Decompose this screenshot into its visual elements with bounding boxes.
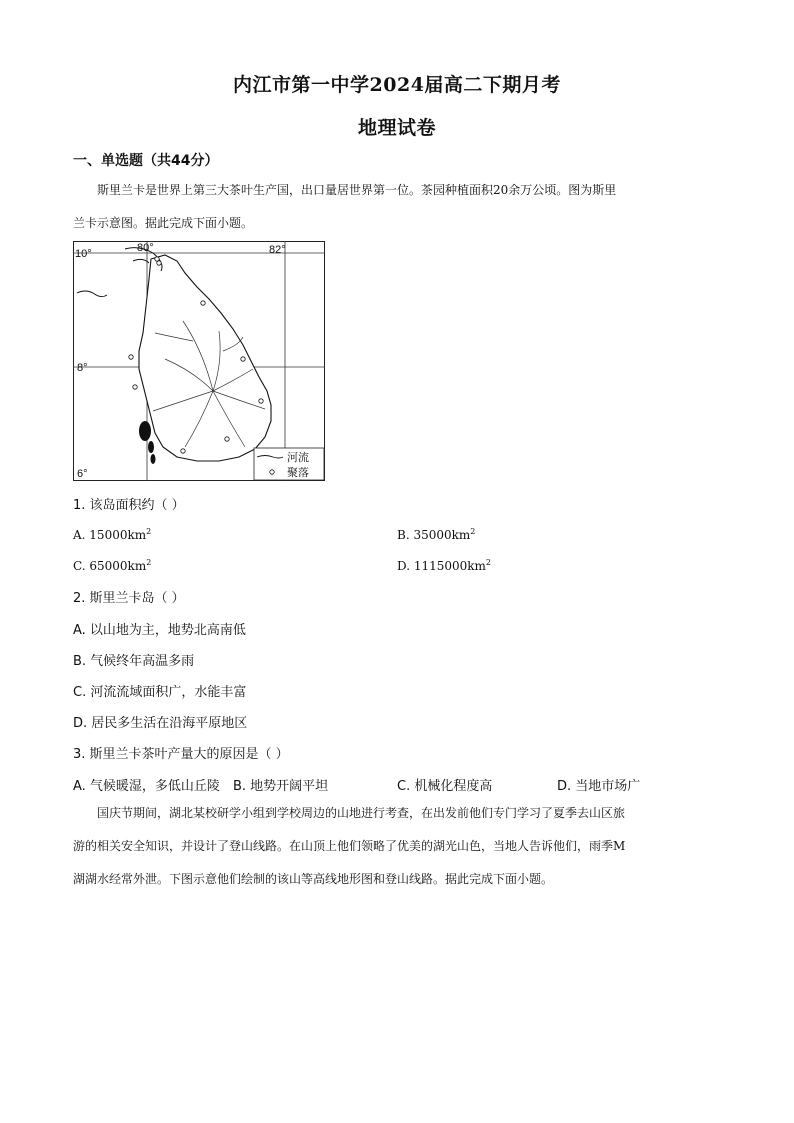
sri-lanka-map [73,241,325,481]
lon-label-80: 80° [137,242,154,254]
lon-label-82: 82° [269,244,286,256]
lat-label-6: 6° [77,468,88,480]
passage-1-line-1: 斯里兰卡是世界上第三大茶叶生产国，出口量居世界第一位。茶园种植面积20余万公顷。图为斯里 [97,183,617,197]
legend-river-label: 河流 [287,451,309,464]
legend-settlement-symbol [270,470,274,474]
question-3-option-b[interactable]: B. 地势开阔平坦 [233,779,329,794]
question-1-option-b[interactable]: B. $35000km^2$ [397,527,476,542]
question-3-stem: 3. 斯里兰卡茶叶产量大的原因是（ ） [73,747,289,762]
question-2-stem: 2. 斯里兰卡岛（ ） [73,591,185,606]
passage-1-line-2: 兰卡示意图。据此完成下面小题。 [73,216,254,230]
question-3-option-d[interactable]: D. 当地市场广 [557,779,641,794]
exam-title: 内江市第一中学2024届高二下期月考 [233,74,561,96]
legend-settlement-label: 聚落 [287,466,309,479]
lat-label-8: 8° [77,362,88,374]
question-3-option-a[interactable]: A. 气候暖湿，多低山丘陵 [73,779,220,794]
passage-2-line-2: 游的相关安全知识，并设计了登山线路。在山顶上他们领略了优美的湖光山色，当地人告诉他们，雨季M [73,839,626,853]
question-2-option-c[interactable]: C. 河流流域面积广，水能丰富 [73,685,247,700]
passage-2 [73,797,723,896]
question-1-option-d[interactable]: D. $1115000km^2$ [397,558,492,573]
question-1-option-c[interactable]: C. $65000km^2$ [73,558,152,573]
question-1-stem: 1. 该岛面积约（ ） [73,498,185,513]
question-2-option-a[interactable]: A. 以山地为主，地势北高南低 [73,623,246,638]
lat-label-10: 10° [75,248,92,260]
section-heading: 一、单选题（共44分） [73,153,219,169]
question-2-option-b[interactable]: B. 气候终年高温多雨 [73,654,195,669]
passage-1 [73,174,723,240]
passage-2-line-3: 湖湖水经常外泄。下图示意他们绘制的该山等高线地形图和登山线路。据此完成下面小题。 [73,872,554,886]
question-2-option-d[interactable]: D. 居民多生活在沿海平原地区 [73,716,248,731]
exam-subtitle: 地理试卷 [357,117,436,139]
question-1-option-a[interactable]: A. $15000km^2$ [73,527,152,542]
passage-2-line-1: 国庆节期间，湖北某校研学小组到学校周边的山地进行考查，在出发前他们专门学习了夏季去山区旅 [97,806,626,820]
question-3-option-c[interactable]: C. 机械化程度高 [397,779,493,794]
